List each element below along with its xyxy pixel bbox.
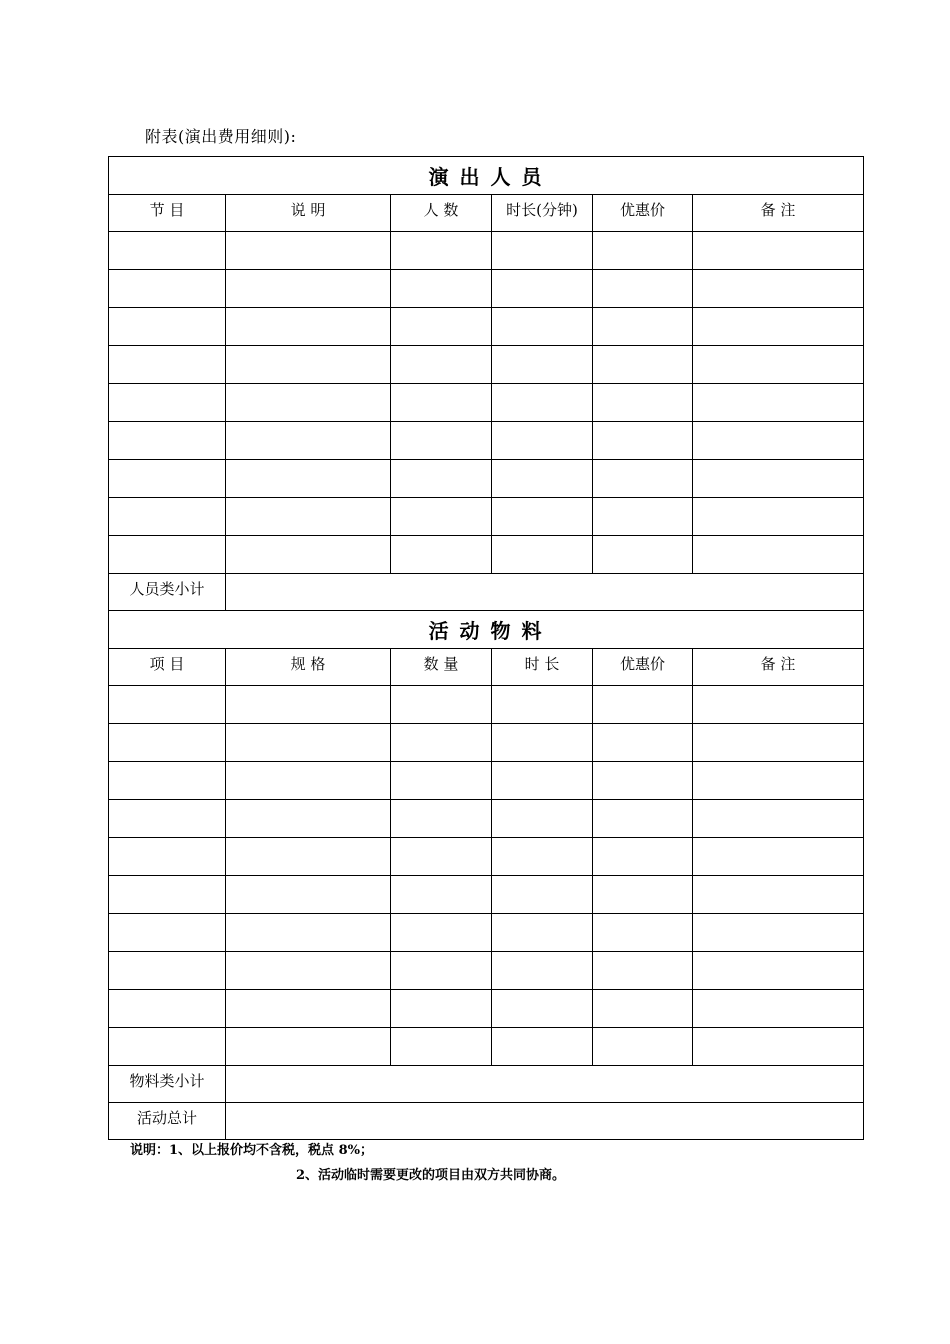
performers-cell[interactable] <box>593 422 693 460</box>
materials-cell[interactable] <box>593 686 693 724</box>
materials-cell[interactable] <box>492 762 593 800</box>
performers-cell[interactable] <box>492 384 593 422</box>
materials-cell[interactable] <box>492 838 593 876</box>
performers-cell[interactable] <box>391 308 492 346</box>
performers-cell[interactable] <box>492 498 593 536</box>
performers-cell[interactable] <box>226 232 391 270</box>
materials-table-row <box>109 876 864 914</box>
materials-section-title: 活 动 物 料 <box>109 611 864 649</box>
materials-cell[interactable] <box>226 686 391 724</box>
materials-table-row <box>109 952 864 990</box>
materials-cell[interactable] <box>226 914 391 952</box>
performers-cell[interactable] <box>391 346 492 384</box>
materials-cell[interactable] <box>226 838 391 876</box>
performers-cell[interactable] <box>109 308 226 346</box>
materials-cell[interactable] <box>693 762 864 800</box>
performers-cell[interactable] <box>391 498 492 536</box>
note-line-2: 2、活动临时需要更改的项目由双方共同协商。 <box>296 1168 566 1183</box>
materials-cell[interactable] <box>593 990 693 1028</box>
header-headcount: 人 数 <box>391 195 492 232</box>
performers-cell[interactable] <box>226 270 391 308</box>
materials-cell[interactable] <box>593 952 693 990</box>
materials-cell[interactable] <box>492 990 593 1028</box>
performers-cell[interactable] <box>492 308 593 346</box>
performers-cell[interactable] <box>593 232 693 270</box>
materials-cell[interactable] <box>693 952 864 990</box>
materials-cell[interactable] <box>492 914 593 952</box>
performers-cell[interactable] <box>226 498 391 536</box>
materials-cell[interactable] <box>226 876 391 914</box>
materials-cell[interactable] <box>391 686 492 724</box>
expense-detail-table <box>108 156 864 1140</box>
performers-cell[interactable] <box>226 460 391 498</box>
header-duration: 时 长 <box>492 649 593 686</box>
performers-subtotal-row <box>109 574 864 611</box>
performers-cell[interactable] <box>109 536 226 574</box>
materials-subtotal-value[interactable] <box>226 1066 864 1103</box>
header-remarks: 备 注 <box>693 195 864 232</box>
materials-cell[interactable] <box>693 914 864 952</box>
materials-cell[interactable] <box>593 914 693 952</box>
materials-cell[interactable] <box>226 952 391 990</box>
performers-cell[interactable] <box>492 232 593 270</box>
materials-cell[interactable] <box>492 686 593 724</box>
performers-subtotal-label: 人员类小计 <box>109 574 226 611</box>
performers-cell[interactable] <box>391 460 492 498</box>
materials-subtotal-label: 物料类小计 <box>109 1066 226 1103</box>
performers-cell[interactable] <box>593 460 693 498</box>
materials-cell[interactable] <box>109 724 226 762</box>
performers-cell[interactable] <box>226 384 391 422</box>
performers-table-row <box>109 270 864 308</box>
materials-table-row <box>109 686 864 724</box>
materials-cell[interactable] <box>391 724 492 762</box>
materials-table-row <box>109 990 864 1028</box>
performers-cell[interactable] <box>109 422 226 460</box>
materials-table-row <box>109 724 864 762</box>
materials-cell[interactable] <box>109 990 226 1028</box>
materials-cell[interactable] <box>109 914 226 952</box>
performers-cell[interactable] <box>109 270 226 308</box>
table-caption: 附表(演出费用细则): <box>145 127 297 146</box>
performers-cell[interactable] <box>593 346 693 384</box>
materials-cell[interactable] <box>391 952 492 990</box>
header-description: 说 明 <box>226 195 391 232</box>
performers-cell[interactable] <box>391 536 492 574</box>
performers-cell[interactable] <box>593 308 693 346</box>
performers-cell[interactable] <box>693 460 864 498</box>
materials-header-row <box>109 649 864 686</box>
materials-cell[interactable] <box>391 838 492 876</box>
materials-cell[interactable] <box>109 800 226 838</box>
materials-cell[interactable] <box>391 800 492 838</box>
performers-cell[interactable] <box>226 308 391 346</box>
materials-cell[interactable] <box>593 724 693 762</box>
performers-table-row <box>109 536 864 574</box>
performers-cell[interactable] <box>593 536 693 574</box>
materials-cell[interactable] <box>109 686 226 724</box>
performers-cell[interactable] <box>226 536 391 574</box>
performers-table-row <box>109 498 864 536</box>
materials-table-row <box>109 762 864 800</box>
performers-section-title-row <box>109 157 864 195</box>
materials-cell[interactable] <box>492 1028 593 1066</box>
performers-cell[interactable] <box>492 346 593 384</box>
materials-cell[interactable] <box>226 1028 391 1066</box>
materials-cell[interactable] <box>391 876 492 914</box>
performers-cell[interactable] <box>109 384 226 422</box>
performers-cell[interactable] <box>492 460 593 498</box>
materials-cell[interactable] <box>492 876 593 914</box>
materials-cell[interactable] <box>593 1028 693 1066</box>
performers-table-row <box>109 460 864 498</box>
materials-cell[interactable] <box>226 724 391 762</box>
materials-table-row <box>109 1028 864 1066</box>
performers-cell[interactable] <box>492 536 593 574</box>
performers-subtotal-value[interactable] <box>226 574 864 611</box>
materials-cell[interactable] <box>693 724 864 762</box>
note-line-1: 说明：1、以上报价均不含税，税点 8%； <box>130 1143 373 1158</box>
materials-cell[interactable] <box>391 914 492 952</box>
performers-cell[interactable] <box>693 384 864 422</box>
performers-cell[interactable] <box>693 270 864 308</box>
materials-cell[interactable] <box>492 724 593 762</box>
materials-cell[interactable] <box>391 1028 492 1066</box>
event-total-label: 活动总计 <box>109 1103 226 1140</box>
header-specification: 规 格 <box>226 649 391 686</box>
performers-cell[interactable] <box>226 422 391 460</box>
materials-cell[interactable] <box>593 762 693 800</box>
header-discount-price: 优惠价 <box>593 649 693 686</box>
materials-cell[interactable] <box>693 1028 864 1066</box>
performers-table-row <box>109 422 864 460</box>
materials-cell[interactable] <box>693 876 864 914</box>
materials-cell[interactable] <box>492 800 593 838</box>
materials-cell[interactable] <box>109 762 226 800</box>
materials-cell[interactable] <box>391 762 492 800</box>
performers-cell[interactable] <box>693 422 864 460</box>
header-discount-price: 优惠价 <box>593 195 693 232</box>
materials-cell[interactable] <box>693 686 864 724</box>
performers-cell[interactable] <box>391 232 492 270</box>
performers-cell[interactable] <box>693 536 864 574</box>
performers-section-title: 演 出 人 员 <box>109 157 864 195</box>
performers-table-row <box>109 384 864 422</box>
materials-section-title-row <box>109 611 864 649</box>
performers-cell[interactable] <box>391 384 492 422</box>
performers-cell[interactable] <box>492 270 593 308</box>
performers-cell[interactable] <box>109 232 226 270</box>
materials-cell[interactable] <box>593 800 693 838</box>
header-duration: 时长(分钟) <box>492 195 593 232</box>
materials-cell[interactable] <box>391 990 492 1028</box>
performers-cell[interactable] <box>391 270 492 308</box>
materials-cell[interactable] <box>593 838 693 876</box>
header-program: 节 目 <box>109 195 226 232</box>
performers-cell[interactable] <box>593 270 693 308</box>
performers-cell[interactable] <box>109 346 226 384</box>
performers-header-row <box>109 195 864 232</box>
materials-subtotal-row <box>109 1066 864 1103</box>
materials-table-row <box>109 838 864 876</box>
materials-cell[interactable] <box>109 838 226 876</box>
performers-cell[interactable] <box>693 346 864 384</box>
materials-cell[interactable] <box>109 876 226 914</box>
performers-cell[interactable] <box>693 308 864 346</box>
materials-table-row <box>109 914 864 952</box>
materials-cell[interactable] <box>693 990 864 1028</box>
performers-cell[interactable] <box>109 460 226 498</box>
performers-table-row <box>109 232 864 270</box>
performers-table-row <box>109 308 864 346</box>
performers-cell[interactable] <box>693 232 864 270</box>
materials-cell[interactable] <box>492 952 593 990</box>
materials-cell[interactable] <box>693 800 864 838</box>
performers-table-row <box>109 346 864 384</box>
materials-cell[interactable] <box>226 800 391 838</box>
materials-cell[interactable] <box>109 1028 226 1066</box>
performers-cell[interactable] <box>492 422 593 460</box>
performers-cell[interactable] <box>226 346 391 384</box>
performers-cell[interactable] <box>693 498 864 536</box>
materials-cell[interactable] <box>693 838 864 876</box>
event-total-value[interactable] <box>226 1103 864 1140</box>
header-quantity: 数 量 <box>391 649 492 686</box>
header-remarks: 备 注 <box>693 649 864 686</box>
materials-table-row <box>109 800 864 838</box>
event-total-row <box>109 1103 864 1140</box>
performers-cell[interactable] <box>593 384 693 422</box>
materials-cell[interactable] <box>109 952 226 990</box>
performers-cell[interactable] <box>109 498 226 536</box>
header-item: 项 目 <box>109 649 226 686</box>
performers-cell[interactable] <box>593 498 693 536</box>
performers-cell[interactable] <box>391 422 492 460</box>
materials-cell[interactable] <box>226 990 391 1028</box>
materials-cell[interactable] <box>226 762 391 800</box>
materials-cell[interactable] <box>593 876 693 914</box>
